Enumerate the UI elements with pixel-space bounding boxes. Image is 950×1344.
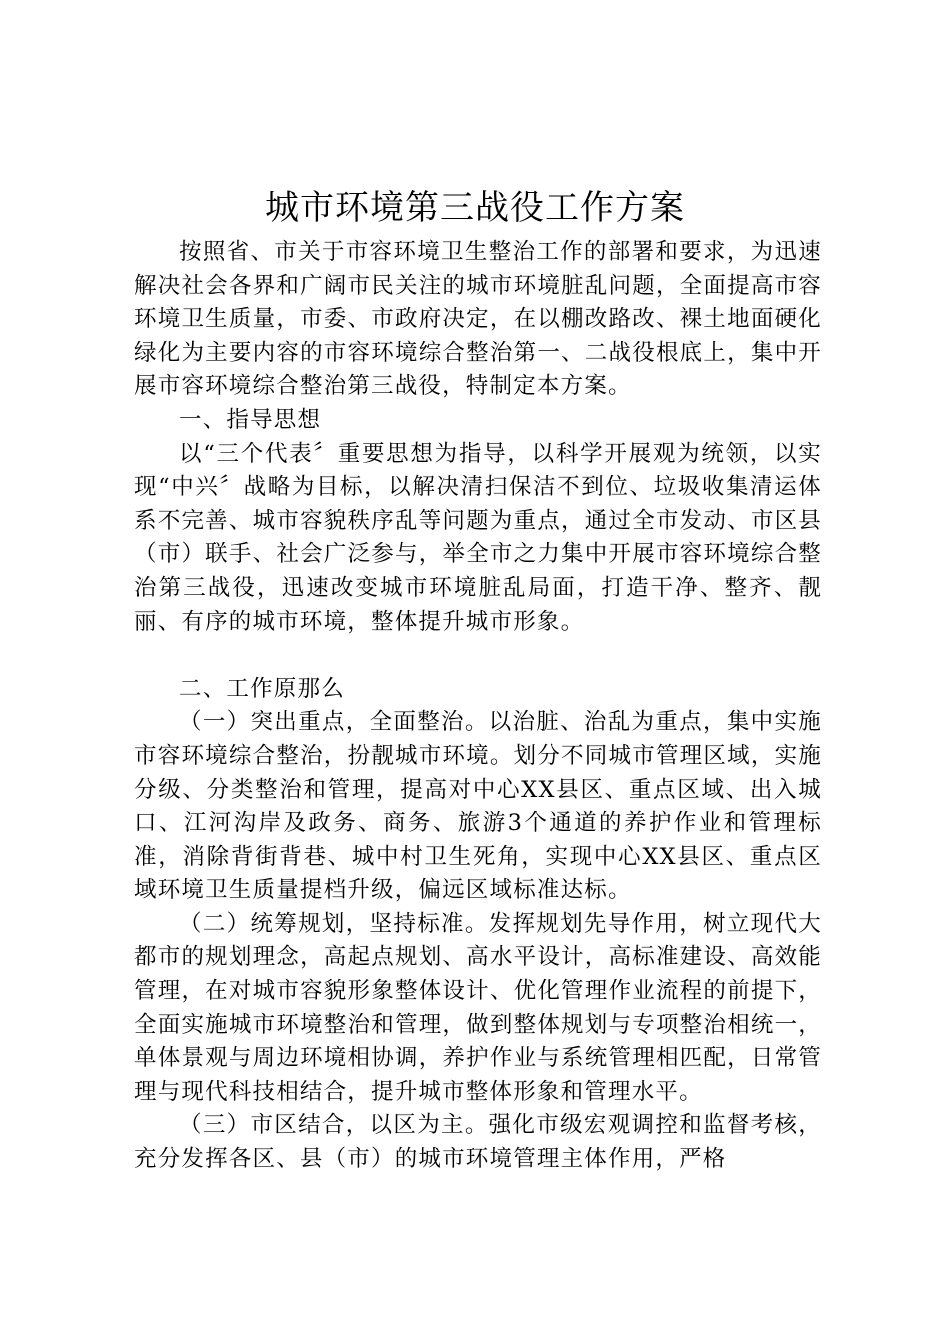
section-heading-guiding-ideology: 一、指导思想 bbox=[179, 406, 322, 433]
principle-paragraph-1: （一）突出重点，全面整治。以治脏、治乱为重点，集中实施市容环境综合整治，扮靓城市环境。划分不同城市管理区域，实施分级、分类整治和管理，提高对中心XX县区、重点区域、出入城口、江河沟岸及政务、商务、旅游3个通道的养护作业和管理标准，消除背街背巷、城中村卫生死角，实现中心XX县区、重点区域环境卫生质量提档升级，偏远区域标准达标。 bbox=[134, 709, 822, 904]
principle-paragraph-2: （二）统筹规划，坚持标准。发挥规划先导作用，树立现代大都市的规划理念，高起点规划、高水平设计，高标准建设、高效能管理，在对城市容貌形象整体设计、优化管理作业流程的前提下，全面实施城市环境整治和管理，做到整体规划与专项整治相统一，单体景观与周边环境相协调，养护作业与系统管理相匹配，日常管理与现代科技相结合，提升城市整体形象和管理水平。 bbox=[134, 910, 822, 1105]
principle-paragraph-3: （三）市区结合，以区为主。强化市级宏观调控和监督考核，充分发挥各区、县（市）的城市环境管理主体作用，严格 bbox=[134, 1112, 822, 1173]
section-heading-work-principles: 二、工作原那么 bbox=[179, 675, 345, 702]
intro-paragraph: 按照省、市关于市容环境卫生整治工作的部署和要求，为迅速解决社会各界和广阔市民关注的城市环境脏乱问题，全面提高市容环境卫生质量，市委、市政府决定，在以棚改路改、裸土地面硬化绿化为主要内容的市容环境综合整治第一、二战役根底上，集中开展市容环境综合整治第三战役，特制定本方案。 bbox=[134, 239, 822, 400]
paragraph-spacer bbox=[134, 639, 822, 673]
guiding-ideology-paragraph: 以“三个代表〞重要思想为指导，以科学开展观为统领，以实现“中兴〞战略为目标，以解决清扫保洁不到位、垃圾收集清运体系不完善、城市容貌秩序乱等问题为重点，通过全市发动、市区县（市）联手、社会广泛参与，举全市之力集中开展市容环境综合整治第三战役，迅速改变城市环境脏乱局面，打造干净、整齐、靓丽、有序的城市环境，整体提升城市形象。 bbox=[134, 440, 822, 635]
document-body bbox=[134, 236, 822, 1177]
document-title: 城市环境第三战役工作方案 bbox=[265, 188, 685, 228]
